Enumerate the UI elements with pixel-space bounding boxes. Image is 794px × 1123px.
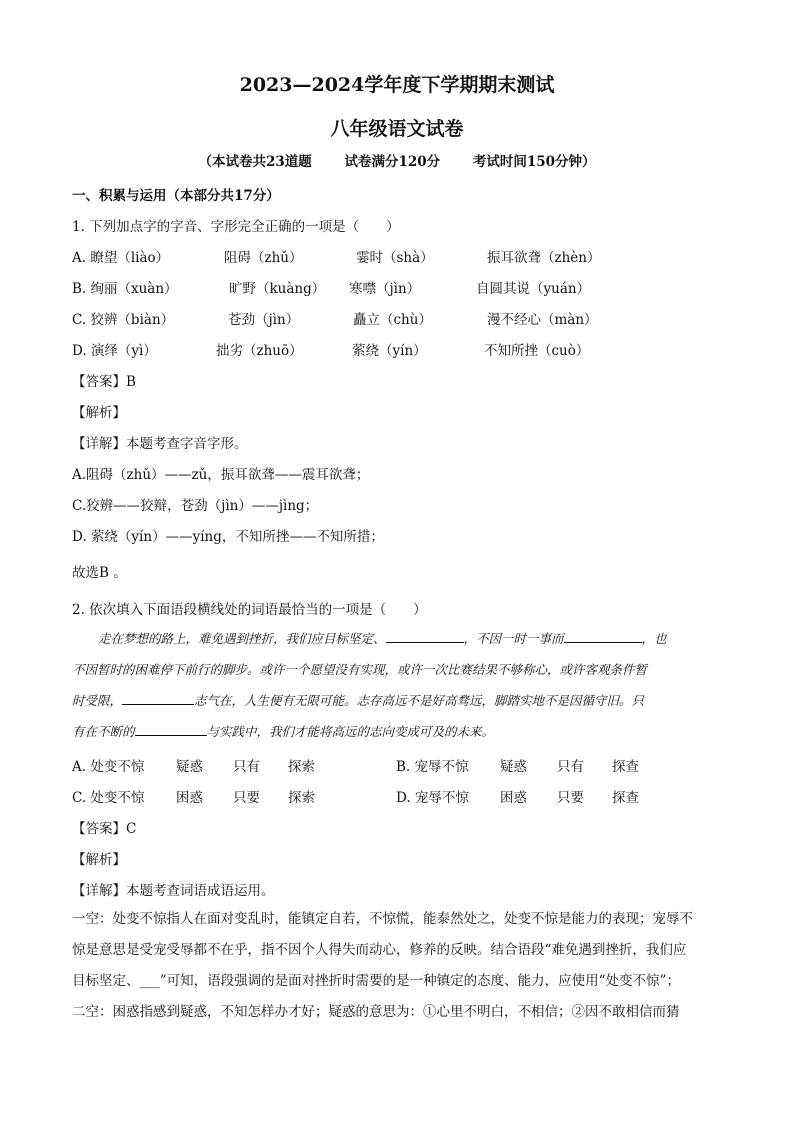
fill-blank-3: [122, 703, 194, 705]
q2-option-d-2: 困惑: [500, 790, 527, 806]
fill-blank-4: [135, 734, 207, 736]
passage-line: [72, 716, 717, 747]
q2-analysis-label: 【解析】: [72, 852, 126, 868]
q1-analysis-label: 【解析】: [72, 405, 126, 421]
q1-option-a-1: A. 瞭望（liào）: [72, 250, 170, 266]
q1-option-b-2: 旷野（kuàng）: [229, 281, 326, 297]
passage-text: ，不因一时一事而: [463, 631, 564, 646]
fill-blank-2: [564, 641, 642, 643]
q1-option-c-4: 漫不经心（màn）: [487, 312, 598, 328]
exam-info-time: 考试时间150分钟）: [472, 154, 596, 170]
passage-text: 有在不断的: [72, 724, 135, 739]
q2-stem: 2. 依次填入下面语段横线处的词语最恰当的一项是（ ）: [72, 602, 427, 618]
q2-option-c-4: 探索: [288, 790, 315, 806]
explanation-line: 目标坚定、___”可知，语段强调的是面对挫折时需要的是一种镇定的态度、能力，应使用“处变不惊”；: [72, 973, 680, 989]
q2-option-c-1: C. 处变不惊: [72, 790, 145, 806]
passage-text: 时受限，: [72, 693, 123, 708]
q1-conclusion: 故选B 。: [72, 565, 127, 581]
q2-option-d-4: 探查: [612, 790, 639, 806]
q1-explain-line: D. 萦绕（yín）——yíng，不知所挫——不知所措；: [72, 529, 384, 545]
q2-option-b-3: 只有: [557, 759, 584, 775]
q1-option-d-3: 萦绕（yín）: [352, 343, 427, 359]
explanation-line: 二空：困惑指感到疑惑，不知怎样办才好；疑惑的意思为：①心里不明白，不相信；②因不敢相信而猜: [72, 1004, 680, 1020]
q1-option-d-2: 拙劣（zhuō）: [216, 343, 303, 359]
q1-option-c-2: 苍劲（jìn）: [228, 312, 300, 328]
q2-option-a-4: 探索: [288, 759, 315, 775]
q1-option-c-1: C. 狡辨（biàn）: [72, 312, 175, 328]
q2-option-b-1: B. 宠辱不惊: [396, 759, 469, 775]
passage-text: 志气在，人生便有无限可能。志存高远不是好高骛远，脚踏实地不是因循守旧。只: [194, 693, 645, 708]
q2-option-a-2: 疑惑: [176, 759, 203, 775]
passage-text: ，也: [641, 631, 667, 646]
q2-option-d-3: 只要: [557, 790, 584, 806]
q2-option-a-3: 只有: [233, 759, 260, 775]
q1-stem: 1. 下列加点字的字音、字形完全正确的一项是（ ）: [72, 219, 400, 235]
q1-explain-line: C.狡辨——狡辩，苍劲（jìn）——jìng；: [72, 498, 319, 514]
passage-line: [72, 623, 717, 654]
passage-text: 不因暂时的困难停下前行的脚步。或许一个愿望没有实现，或许一次比赛结果不够称心，或许客观条件暂: [72, 662, 648, 677]
passage-line: [72, 654, 717, 685]
exam-subtitle: 八年级语文试卷: [330, 118, 464, 140]
exam-info-score: 试卷满分120分: [344, 154, 441, 170]
q2-detail: 【详解】本题考查词语成语运用。: [72, 883, 275, 899]
exam-info: [0, 150, 794, 170]
q1-option-a-2: 阻碍（zhǔ）: [224, 250, 303, 266]
q2-option-c-2: 困惑: [176, 790, 203, 806]
passage-line: [72, 685, 717, 716]
q2-option-b-2: 疑惑: [500, 759, 527, 775]
q1-option-c-3: 矗立（chù）: [353, 312, 432, 328]
passage-text: 走在梦想的路上，难免遇到挫折，我们应目标坚定、: [98, 631, 386, 646]
exam-title: 2023—2024学年度下学期期末测试: [239, 74, 555, 96]
section-heading: 一、积累与运用（本部分共17分）: [72, 188, 280, 204]
q1-option-b-1: B. 绚丽（xuàn）: [72, 281, 178, 297]
q2-explanation: [72, 904, 720, 1028]
explanation-line: 惊是意思是受宠受辱都不在乎，指不因个人得失而动心，修养的反映。结合语段“难免遇到挫折，我们应: [72, 942, 687, 958]
explanation-line: 一空：处变不惊指人在面对变乱时，能镇定自若，不惊慌，能泰然处之，处变不惊是能力的表现；宠辱不: [72, 911, 693, 927]
q1-option-d-4: 不知所挫（cuò）: [484, 343, 590, 359]
q1-option-a-3: 霎时（shà）: [356, 250, 434, 266]
q1-option-b-3: 寒噤（jìn）: [349, 281, 421, 297]
q1-answer: 【答案】B: [72, 374, 136, 390]
q2-option-c-3: 只要: [233, 790, 260, 806]
q2-passage: [72, 623, 717, 747]
exam-info-count: （本试卷共23道题: [198, 154, 312, 170]
q2-option-a-1: A. 处变不惊: [72, 759, 145, 775]
passage-text: 与实践中，我们才能将高远的志向变成可及的未来。: [206, 724, 495, 739]
fill-blank-1: [386, 641, 464, 643]
q2-answer: 【答案】C: [72, 821, 137, 837]
q2-option-d-1: D. 宠辱不惊: [396, 790, 469, 806]
q1-option-b-4: 自圆其说（yuán）: [476, 281, 591, 297]
q1-detail: 【详解】本题考查字音字形。: [72, 436, 248, 452]
q1-explain-line: A.阻碍（zhǔ）——zǔ，振耳欲聋——震耳欲聋；: [72, 467, 370, 483]
q1-option-d-1: D. 演绎（yì）: [72, 343, 157, 359]
q2-option-b-4: 探查: [612, 759, 639, 775]
q1-option-a-4: 振耳欲聋（zhèn）: [487, 250, 601, 266]
